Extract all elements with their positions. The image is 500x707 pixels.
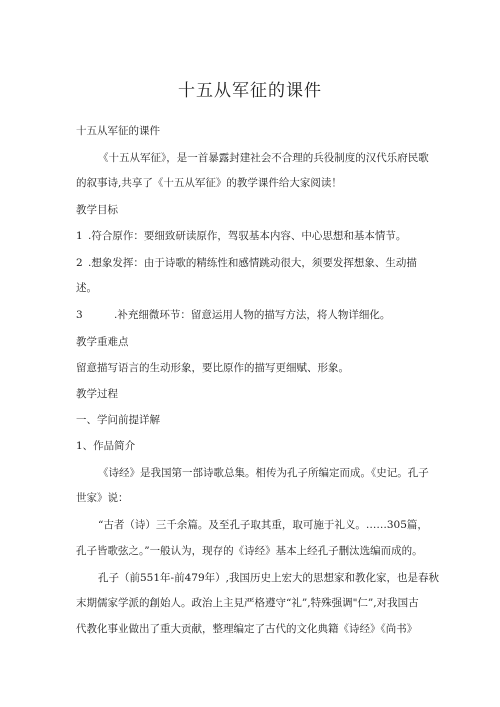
page-title: 十五从军征的课件 — [178, 81, 322, 101]
body-paragraph-line: 《诗经》是我国第一部诗歌总集。相传为孔子所编定而成。《史记。孔子 — [98, 467, 429, 479]
item-text: .想象发挥：由于诗歌的精练性和感情跳动很大，须要发挥想象、生动描 — [88, 257, 417, 269]
body-paragraph-line: 末期儒家学派的創始人。政治上主見严格遵守“礼”,特殊强调"仁”,对我国古 — [76, 597, 419, 609]
subtitle: 十五从军征的课件 — [76, 125, 160, 137]
item-number: 3 — [76, 309, 83, 321]
item-text: .符合原作：要细致研读原作，驾驭基本内容、中心思想和基本情节。 — [88, 230, 407, 242]
subsection-heading: 1、作品简介 — [76, 440, 136, 452]
body-paragraph-line: 孔子（前551年-前479年）,我国历史上宏大的思想家和教化家，也是春秋 — [98, 572, 439, 584]
section-heading-process: 教学过程 — [76, 388, 118, 400]
section-heading-objectives: 教学目标 — [76, 204, 118, 216]
section-heading-key-points: 教学重难点 — [76, 336, 129, 348]
subsection-heading: 一、学问前提详解 — [76, 414, 160, 426]
quote-paragraph-line: 孔子皆歌弦之。”一般认为，现存的《诗经》基本上经孔子删汰选编而成的。 — [76, 545, 423, 557]
objective-item-2 — [76, 256, 417, 270]
body-paragraph-line: 代教化事业做出了重大贡献，整理编定了古代的文化典籍《诗经》《尚书》 — [76, 623, 418, 635]
objective-item-3 — [76, 308, 390, 322]
item-number: 1 — [76, 230, 83, 242]
objective-item-1 — [76, 229, 406, 243]
key-points-text: 留意描写语言的生动形象，要比原作的描写更细赋、形象。 — [76, 362, 349, 374]
intro-paragraph-line: 的叙事诗,共享了《十五从军征》的教学课件给大家阅读！ — [76, 177, 342, 189]
item-text: .补充细微环节：留意运用人物的描写方法，将人物详细化。 — [114, 309, 391, 321]
item-number: 2 — [76, 257, 83, 269]
body-paragraph-line: 世家》说： — [76, 492, 129, 504]
quote-paragraph-line: “古者（诗）三千余篇。及至孔子取其重，取可施于礼义。……305篇， — [98, 519, 428, 531]
objective-item-2-continued: 述。 — [76, 282, 97, 294]
intro-paragraph-line: 《十五从军征》，是一首暴露封建社会不合理的兵役制度的汉代乐府民歌 — [98, 152, 429, 164]
